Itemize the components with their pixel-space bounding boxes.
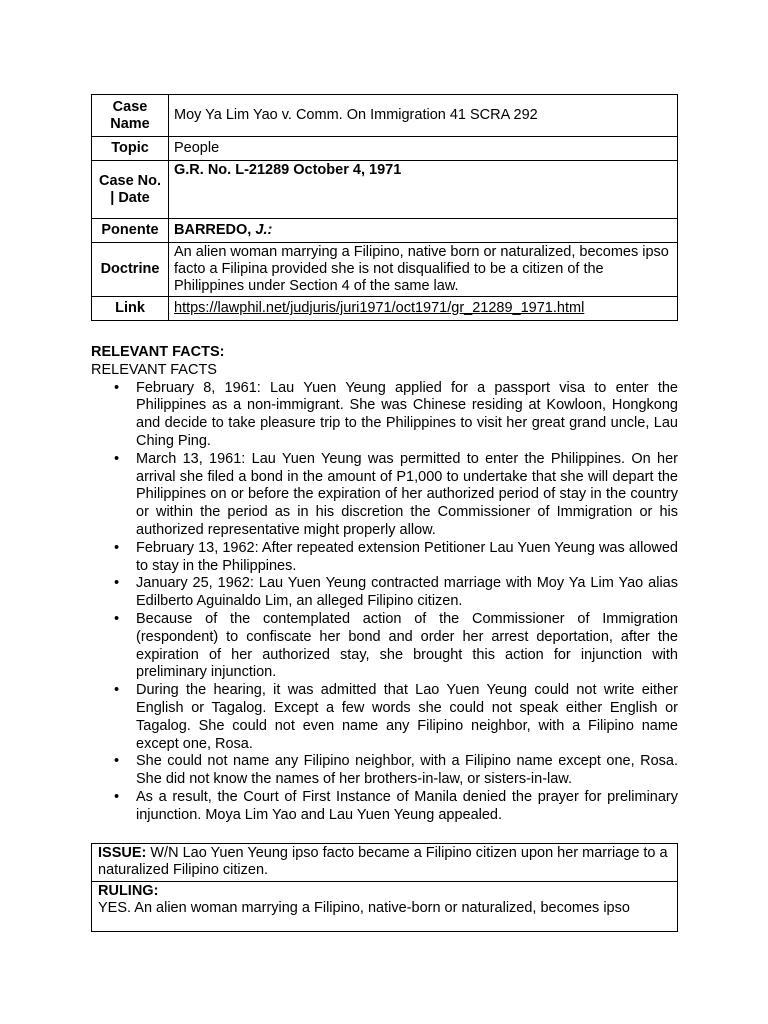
case-name-row	[92, 95, 678, 137]
link-label: Link	[92, 297, 169, 321]
list-item: • March 13, 1961: Lau Yuen Yeung was permitted to enter the Philippines. On her arrival she filed a bond in the amount of P1,000 to undertake that she will depart the Philippines on or before the expiration of her authorized period of stay in the country or within the period as in his discretion the Commissioner of Immigration or his authorized representative might properly allow.	[136, 451, 678, 540]
doctrine-label: Doctrine	[92, 243, 169, 297]
case-no-value: G.R. No. L-21289 October 4, 1971	[169, 161, 678, 219]
ruling-label: RULING:	[98, 883, 159, 899]
list-item: • As a result, the Court of First Instance of Manila denied the prayer for preliminary injunction. Moya Lim Yao and Lau Yuen Yeung appealed.	[136, 789, 678, 825]
case-name-value: Moy Ya Lim Yao v. Comm. On Immigration 41 SCRA 292	[169, 95, 678, 137]
case-info-table	[91, 94, 678, 321]
issue-label: ISSUE:	[98, 845, 147, 861]
list-item: • During the hearing, it was admitted that Lao Yuen Yeung could not write either English or Tagalog. Except a few words she could not speak either English or Tagalog. She could not even name any Filipino neighbor, with a Filipino name except one, Rosa.	[136, 682, 678, 753]
facts-list	[91, 380, 678, 825]
case-no-label: Case No. | Date	[92, 161, 169, 219]
relevant-facts-section	[91, 344, 678, 825]
list-item: • February 8, 1961: Lau Yuen Yeung applied for a passport visa to enter the Philippines as a non-immigrant. She was Chinese residing at Kowloon, Hongkong and decide to take pleasure trip to the Philippines to visit her great grand uncle, Lau Ching Ping.	[136, 380, 678, 451]
doctrine-row	[92, 243, 678, 297]
case-no-row	[92, 161, 678, 219]
link-row	[92, 297, 678, 321]
issue-ruling-box	[91, 843, 678, 932]
list-item: • January 25, 1962: Lau Yuen Yeung contracted marriage with Moy Ya Lim Yao alias Edilberto Aguinaldo Lim, an alleged Filipino citizen.	[136, 575, 678, 611]
list-item: • February 13, 1962: After repeated extension Petitioner Lau Yuen Yeung was allowed to stay in the Philippines.	[136, 540, 678, 576]
facts-heading: RELEVANT FACTS:	[91, 344, 225, 360]
ruling-text: YES. An alien woman marrying a Filipino, native-born or naturalized, becomes ipso	[98, 900, 630, 916]
case-name-label: Case Name	[92, 95, 169, 137]
topic-label: Topic	[92, 137, 169, 161]
doctrine-value: An alien woman marrying a Filipino, native born or naturalized, becomes ipso facto a Filipina provided she is not disqualified to be a citizen of the Philippines under Section 4 of the same law.	[169, 243, 678, 297]
ponente-text: BARREDO, J.:	[174, 222, 273, 238]
facts-subheading: RELEVANT FACTS	[91, 361, 217, 378]
ruling-row	[92, 882, 677, 918]
ponente-value	[169, 219, 678, 243]
issue-text: W/N Lao Yuen Yeung ipso facto became a Filipino citizen upon her marriage to a naturalized Filipino citizen.	[98, 845, 668, 878]
list-item: • She could not name any Filipino neighbor, with a Filipino name except one, Rosa. She did not know the names of her brothers-in-law, or sisters-in-law.	[136, 753, 678, 789]
case-link[interactable]: https://lawphil.net/judjuris/juri1971/oct1971/gr_21289_1971.html	[174, 300, 585, 316]
topic-row	[92, 137, 678, 161]
ponente-row	[92, 219, 678, 243]
list-item: • Because of the contemplated action of the Commissioner of Immigration (respondent) to confiscate her bond and order her arrest deportation, after the expiration of her authorized stay, she brought this action for injunction with preliminary injunction.	[136, 611, 678, 682]
link-cell	[169, 297, 678, 321]
issue-row	[92, 844, 677, 882]
topic-value: People	[169, 137, 678, 161]
ponente-label: Ponente	[92, 219, 169, 243]
